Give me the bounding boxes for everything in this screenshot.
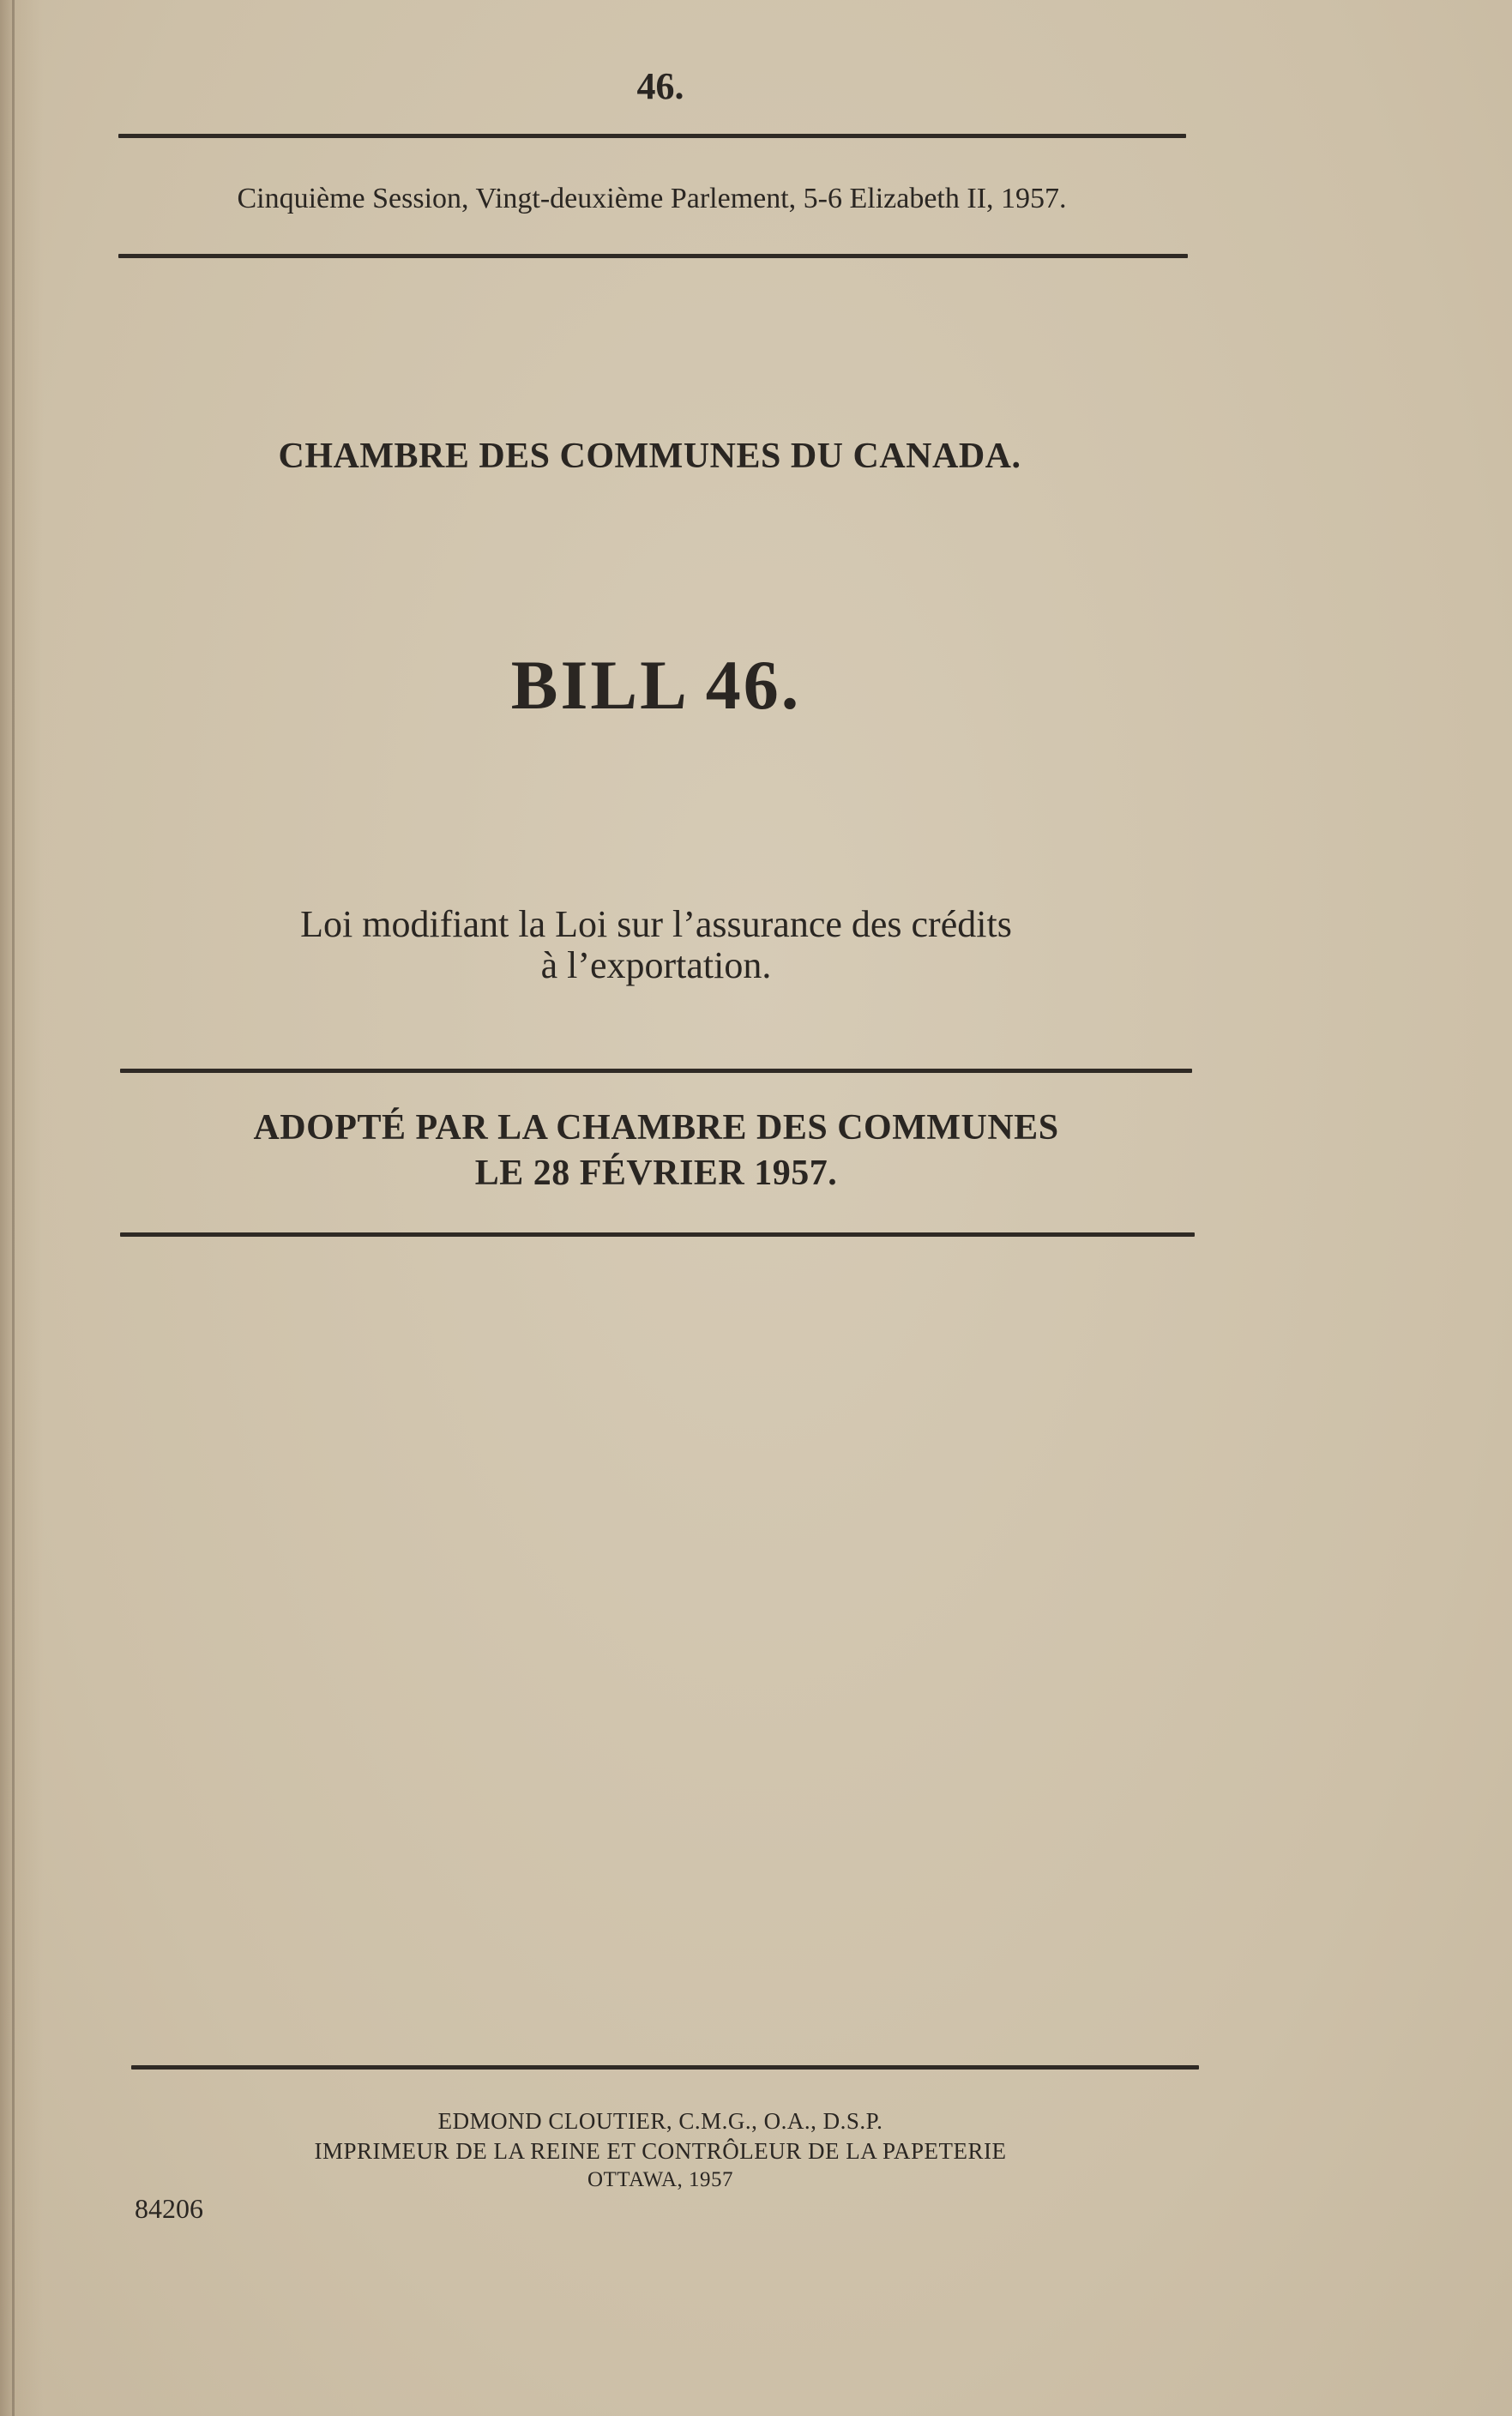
session-line: Cinquième Session, Vingt-deuxième Parlement, 5-6 Elizabeth II, 1957. [237,183,1067,214]
printer-title: IMPRIMEUR DE LA REINE ET CONTRÔLEUR DE LA PAPETERIE [314,2138,1007,2164]
bill-number-header: 46. [636,65,684,107]
passed-line-1: ADOPTÉ PAR LA CHAMBRE DES COMMUNES [253,1108,1059,1148]
act-title-line-1: Loi modifiant la Loi sur l’assurance des crédits [300,903,1012,945]
passed-line-2: LE 28 FÉVRIER 1957. [474,1154,838,1193]
binding-edge [12,0,15,2416]
top-rule-1 [118,134,1186,138]
bill-title: BILL 46. [510,646,802,724]
printer-city: OTTAWA, 1957 [587,2168,734,2191]
middle-rule-1 [120,1069,1192,1073]
print-code: 84206 [135,2193,203,2224]
middle-rule-2 [120,1232,1195,1237]
house-name: CHAMBRE DES COMMUNES DU CANADA. [278,437,1021,476]
top-rule-2 [118,254,1188,258]
printer-name: EDMOND CLOUTIER, C.M.G., O.A., D.S.P. [437,2108,883,2134]
bottom-rule [131,2065,1199,2070]
act-title-line-2: à l’exportation. [540,944,772,986]
